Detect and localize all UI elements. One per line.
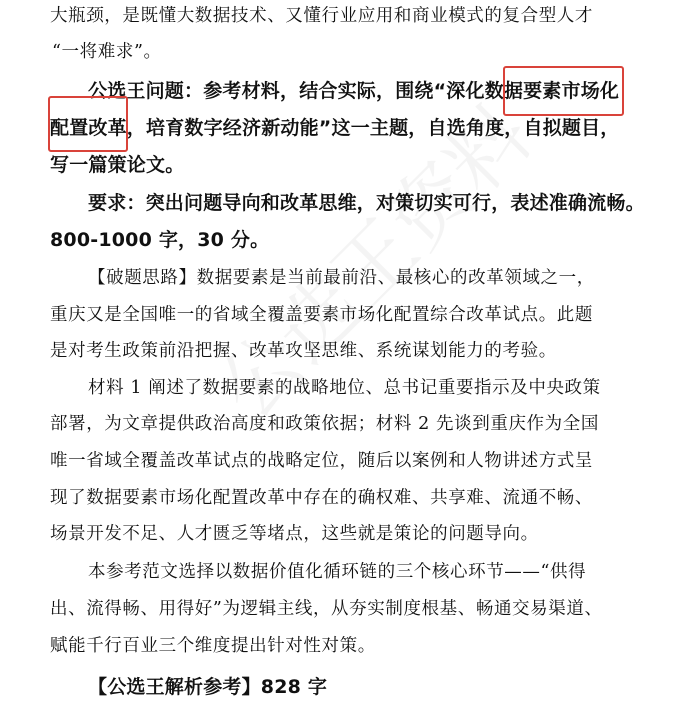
question-line-2: 配置改革，培育数字经济新动能”这一主题，自选角度，自拟题目， bbox=[50, 117, 620, 139]
material-line-4: 现了数据要素市场化配置改革中存在的确权难、共享难、流通不畅、 bbox=[50, 488, 593, 508]
requirements-line-2: 800-1000 字，30 分。 bbox=[50, 229, 270, 251]
material-line-3: 唯一省域全覆盖改革试点的战略定位，随后以案例和人物讲述方式呈 bbox=[50, 451, 593, 471]
reference-heading: 【公选王解析参考】828 字 bbox=[88, 676, 328, 698]
highlight-box-2 bbox=[48, 96, 128, 152]
highlight-box-1 bbox=[503, 66, 624, 116]
text-line-2: “一将难求”。 bbox=[52, 42, 162, 62]
analysis-line-3: 是对考生政策前沿把握、改革攻坚思维、系统谋划能力的考验。 bbox=[50, 341, 557, 361]
essay-line-2: 出、流得畅、用得好”为逻辑主线，从夯实制度根基、畅通交易渠道、 bbox=[50, 599, 603, 619]
question-line-3: 写一篇策论文。 bbox=[50, 154, 185, 176]
question-line-1: 公选王问题：参考材料，结合实际，围绕“深化数据要素市场化 bbox=[88, 80, 620, 102]
analysis-line-1: 【破题思路】数据要素是当前最前沿、最核心的改革领域之一， bbox=[88, 268, 595, 288]
text-line-1: 大瓶颈，是既懂大数据技术、又懂行业应用和商业模式的复合型人才 bbox=[50, 6, 593, 26]
requirements-line-1: 要求：突出问题导向和改革思维，对策切实可行，表述准确流畅。 bbox=[88, 192, 645, 214]
essay-line-3: 赋能千行百业三个维度提出针对性对策。 bbox=[50, 636, 376, 656]
analysis-line-2: 重庆又是全国唯一的省域全覆盖要素市场化配置综合改革试点。此题 bbox=[50, 305, 593, 325]
essay-line-1: 本参考范文选择以数据价值化循环链的三个核心环节——“供得 bbox=[88, 562, 587, 582]
material-line-5: 场景开发不足、人才匮乏等堵点，这些就是策论的问题导向。 bbox=[50, 524, 539, 544]
material-line-1: 材料 1 阐述了数据要素的战略地位、总书记重要指示及中央政策 bbox=[88, 378, 601, 398]
material-line-2: 部署，为文章提供政治高度和政策依据；材料 2 先谈到重庆作为全国 bbox=[50, 414, 599, 434]
